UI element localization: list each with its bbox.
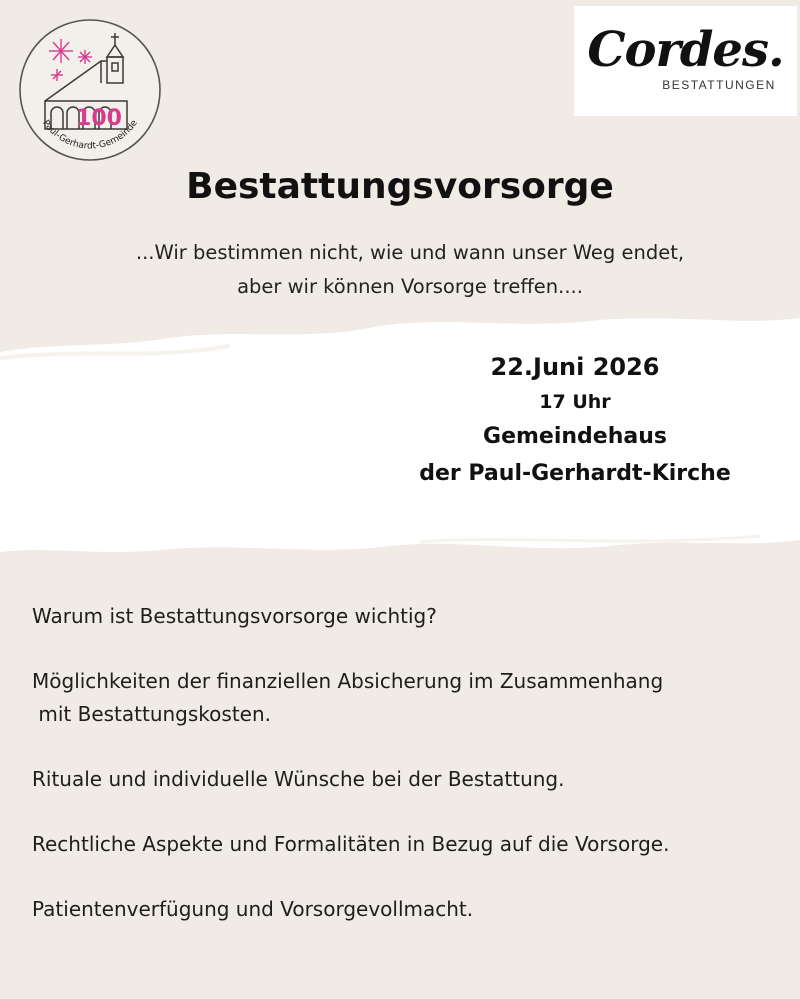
- funeral-home-logo: [574, 6, 797, 116]
- topic-text: Möglichkeiten der finanziellen Absicherung im Zusammenhang: [32, 669, 664, 693]
- quote: [80, 236, 740, 304]
- page-title: Bestattungsvorsorge: [186, 166, 614, 207]
- topic-text-continued: mit Bestattungskosten.: [32, 702, 271, 726]
- brand-name: Cordes.: [587, 22, 784, 78]
- anniversary-number: 100: [76, 106, 122, 131]
- topic-text: Patientenverfügung und Vorsorgevollmacht.: [32, 897, 474, 921]
- church-100-years-icon: [17, 17, 163, 163]
- event-venue-detail: der Paul-Gerhardt-Kirche: [419, 461, 731, 486]
- parish-name: Paul-Gerhardt-Gemeinde: [40, 118, 140, 152]
- brand-subtitle: BESTATTUNGEN: [662, 78, 776, 92]
- topic-item: [32, 828, 792, 861]
- topic-text: Warum ist Bestattungsvorsorge wichtig?: [32, 604, 437, 628]
- event-venue: Gemeindehaus: [483, 424, 667, 449]
- topic-item: [32, 893, 792, 926]
- topic-list: [32, 600, 792, 958]
- event-date: 22.Juni 2026: [490, 353, 660, 381]
- topic-item: [32, 763, 792, 796]
- event-time: 17 Uhr: [539, 391, 611, 413]
- quote-line: ...Wir bestimmen nicht, wie und wann unser Weg endet,: [135, 241, 685, 264]
- topic-item: [32, 600, 792, 633]
- quote-line: aber wir können Vorsorge treffen....: [237, 275, 583, 298]
- topic-text: Rituale und individuelle Wünsche bei der Bestattung.: [32, 767, 565, 791]
- event-details: [360, 348, 790, 492]
- topic-item: [32, 665, 792, 731]
- topic-text: Rechtliche Aspekte und Formalitäten in Bezug auf die Vorsorge.: [32, 832, 670, 856]
- parish-logo: [17, 17, 163, 163]
